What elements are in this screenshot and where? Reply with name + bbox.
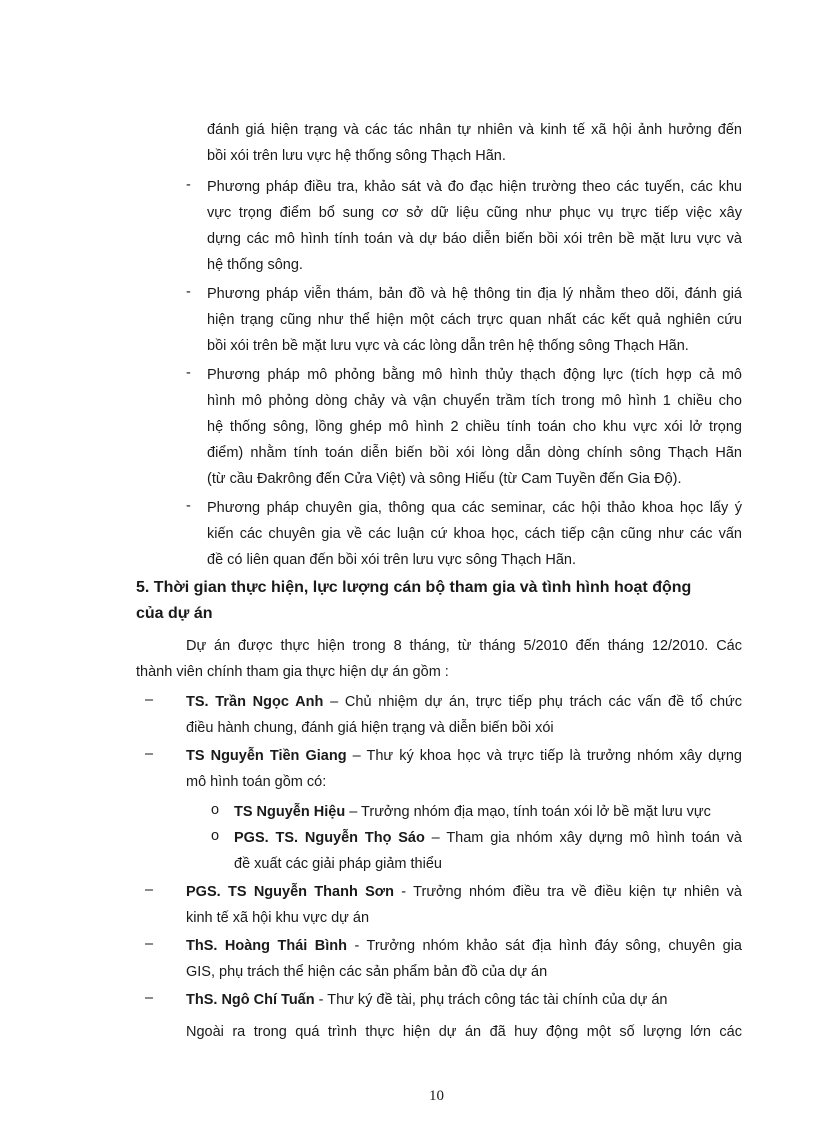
sub-member-2-line-2: đề xuất các giải pháp giảm thiểu: [234, 856, 442, 872]
member-3-line-1: [186, 882, 742, 902]
sub-member-2-name: PGS. TS. Nguyễn Thọ Sáo: [234, 830, 425, 846]
page-number: 10: [429, 1088, 444, 1104]
method-1-line-3: dựng các mô hình tính toán và dự báo diễn biến bồi xói trên bề mặt lưu vực và: [207, 231, 742, 247]
member-4-line-2: GIS, phụ trách thể hiện các sản phẩm bản đồ của dự án: [186, 964, 548, 980]
section-5-heading-line-2: của dự án: [136, 605, 213, 622]
method-3-line-2: hình mô phỏng dòng chảy và vận chuyển trầm tích trong mô hình 1 chiều cho: [207, 393, 742, 409]
member-4-desc: - Trưởng nhóm khảo sát địa hình đáy sông, chuyên gia: [347, 938, 742, 954]
member-4-name: ThS. Hoàng Thái Bình: [186, 938, 347, 954]
method-1-marker: -: [186, 177, 191, 193]
method-3-line-3: hệ thống sông, lồng ghép mô hình 2 chiều tính toán cho khu vực xói lở trọng: [207, 419, 742, 435]
method-3-line-4: điểm) nhằm tính toán diễn biến bồi xói lòng dẫn dòng chính sông Thạch Hãn: [207, 445, 742, 461]
member-1-desc: – Chủ nhiệm dự án, trực tiếp phụ trách các vấn đề tổ chức: [323, 694, 742, 710]
member-2-marker: –: [145, 746, 154, 762]
method-2-line-1: Phương pháp viễn thám, bản đồ và hệ thông tin địa lý nhằm theo dõi, đánh giá: [207, 286, 742, 302]
member-1-name: TS. Trần Ngọc Anh: [186, 694, 324, 710]
closing-line: Ngoài ra trong quá trình thực hiện dự án đã huy động một số lượng lớn các: [186, 1024, 742, 1040]
member-1-marker: –: [145, 692, 154, 708]
method-1-line-2: vực trọng điểm bổ sung cơ sở dữ liệu cũng như phục vụ trực tiếp việc xây: [207, 205, 742, 221]
method-3-marker: -: [186, 365, 191, 381]
member-5-desc: - Thư ký đề tài, phụ trách công tác tài chính của dự án: [314, 992, 668, 1008]
sub-member-2-desc: – Tham gia nhóm xây dựng mô hình toán và: [424, 830, 742, 846]
member-2-line-2: mô hình toán gồm có:: [186, 774, 327, 790]
member-4-marker: –: [145, 936, 154, 952]
intro-line-1: đánh giá hiện trạng và các tác nhân tự nhiên và kinh tế xã hội ảnh hưởng đến: [207, 122, 742, 138]
section-5-heading-line-1: 5. Thời gian thực hiện, lực lượng cán bộ tham gia và tình hình hoạt động: [136, 579, 692, 596]
method-1-line-1: Phương pháp điều tra, khảo sát và đo đạc hiện trường theo các tuyến, các khu: [207, 179, 742, 195]
member-1-line-1: [186, 692, 742, 712]
method-4-line-1: Phương pháp chuyên gia, thông qua các seminar, các hội thảo khoa học lấy ý: [207, 500, 742, 516]
sub-member-1-name: TS Nguyễn Hiệu: [234, 804, 346, 820]
member-3-line-2: kinh tế xã hội khu vực dự án: [186, 910, 370, 926]
method-2-marker: -: [186, 284, 191, 300]
member-3-name: PGS. TS Nguyễn Thanh Sơn: [186, 884, 394, 900]
method-2-line-2: hiện trạng cũng như thể hiện một cách trực quan nhất các kết quả nghiên cứu: [207, 312, 742, 328]
member-5-name: ThS. Ngô Chí Tuấn: [186, 992, 315, 1008]
section-5-para-line-1: Dự án được thực hiện trong 8 tháng, từ tháng 5/2010 đến tháng 12/2010. Các: [186, 638, 742, 654]
method-4-line-2: kiến các chuyên gia về các luận cứ khoa học, cách tiếp cận cũng như các vấn: [207, 526, 742, 542]
method-4-line-3: đề có liên quan đến bồi xói trên lưu vực sông Thạch Hãn.: [207, 552, 576, 568]
intro-line-2: bồi xói trên lưu vực hệ thống sông Thạch Hãn.: [207, 148, 506, 164]
method-4-marker: -: [186, 498, 191, 514]
method-3-line-5: (từ cầu Đakrông đến Cửa Việt) và sông Hiếu (từ Cam Tuyền đến Gia Độ).: [207, 471, 682, 487]
method-1-line-4: hệ thống sông.: [207, 257, 303, 273]
sub-member-1-line-1: [234, 802, 711, 822]
member-2-line-1: [186, 746, 742, 766]
member-5-marker: –: [145, 990, 154, 1006]
method-2-line-3: bồi xói trên bề mặt lưu vực và các lòng dẫn trên hệ thống sông Thạch Hãn.: [207, 338, 689, 354]
sub-member-2-marker: o: [211, 828, 220, 844]
section-5-para-line-2: thành viên chính tham gia thực hiện dự án gồm :: [136, 664, 449, 680]
member-4-line-1: [186, 936, 742, 956]
member-2-desc: – Thư ký khoa học và trực tiếp là trưởng nhóm xây dựng: [346, 748, 742, 764]
member-5-line-1: [186, 990, 667, 1010]
member-1-line-2: điều hành chung, đánh giá hiện trạng và diễn biến bồi xói: [186, 720, 554, 736]
member-2-name: TS Nguyễn Tiền Giang: [186, 748, 347, 764]
sub-member-1-desc: – Trưởng nhóm địa mạo, tính toán xói lở bề mặt lưu vực: [345, 804, 711, 820]
method-3-line-1: Phương pháp mô phỏng bằng mô hình thủy thạch động lực (tích hợp cả mô: [207, 367, 742, 383]
sub-member-2-line-1: [234, 828, 742, 848]
member-3-desc: - Trưởng nhóm điều tra về điều kiện tự nhiên và: [393, 884, 743, 900]
sub-member-1-marker: o: [211, 802, 220, 818]
member-3-marker: –: [145, 882, 154, 898]
